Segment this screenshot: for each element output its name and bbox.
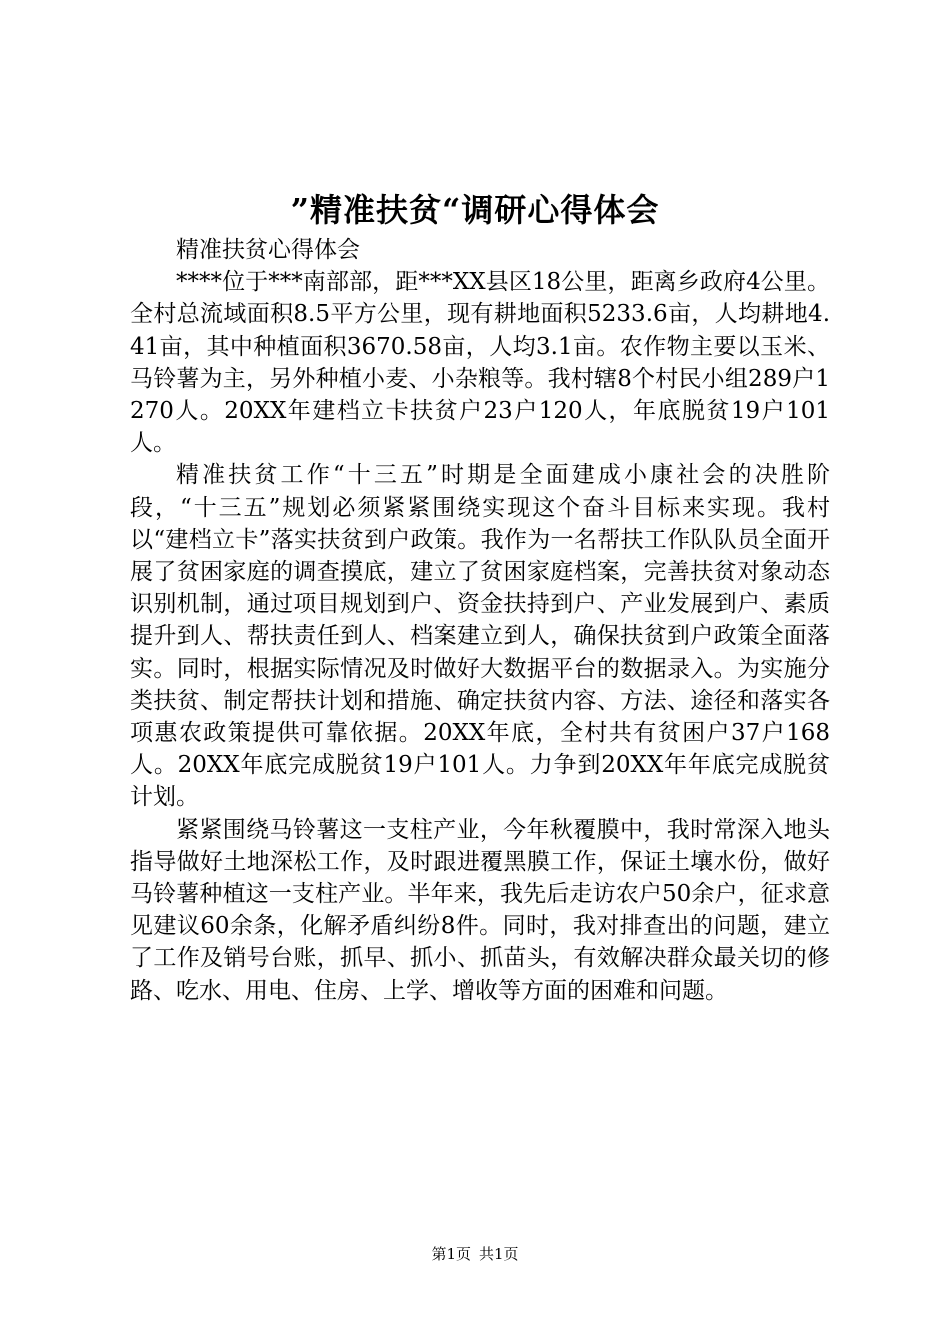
- page-footer: [0, 1244, 950, 1264]
- paragraph-poverty-work: 精准扶贫工作“十三五”时期是全面建成小康社会的决胜阶段，“十三五”规划必须紧紧围绕实现这个奋斗目标来实现。我村以“建档立卡”落实扶贫到户政策。我作为一名帮扶工作队队员全面开展了贫困家庭的调查摸底，建立了贫困家庭档案，完善扶贫对象动态识别机制，通过项目规划到户、资金扶持到户、产业发展到户、素质提升到人、帮扶责任到人、档案建立到人，确保扶贫到户政策全面落实。同时，根据实际情况及时做好大数据平台的数据录入。为实施分类扶贫、制定帮扶计划和措施、确定扶贫内容、方法、途径和落实各项惠农政策提供可靠依据。20XX年底，全村共有贫困户37户168人。20XX年底完成脱贫19户101人。力争到20XX年年底完成脱贫计划。: [130, 462, 830, 811]
- document-body: [130, 234, 830, 1007]
- page-number-current: 第1页: [431, 1245, 471, 1263]
- paragraph-village-overview: ****位于***南部部，距***XX县区18公里，距离乡政府4公里。全村总流域面积8.5平方公里，现有耕地面积5233.6亩，人均耕地4.41亩，其中种植面积3670.58亩，人均3.1亩。农作物主要以玉米、马铃薯为主，另外种植小麦、小杂粮等。我村辖8个村民小组289户1270人。20XX年建档立卡扶贫户23户120人，年底脱贫19户101人。: [130, 269, 830, 457]
- page-number-total: 共1页: [479, 1245, 519, 1263]
- paragraph-subtitle: 精准扶贫心得体会: [176, 237, 360, 263]
- document-title: ”精准扶贫“调研心得体会: [290, 191, 660, 229]
- paragraph-potato-industry: 紧紧围绕马铃薯这一支柱产业，今年秋覆膜中，我时常深入地头指导做好土地深松工作，及时跟进覆黑膜工作，保证土壤水份，做好马铃薯种植这一支柱产业。半年来，我先后走访农户50余户，征求意见建议60余条，化解矛盾纠纷8件。同时，我对排查出的问题，建立了工作及销号台账，抓早、抓小、抓苗头，有效解决群众最关切的修路、吃水、用电、住房、上学、增收等方面的困难和问题。: [130, 816, 830, 1004]
